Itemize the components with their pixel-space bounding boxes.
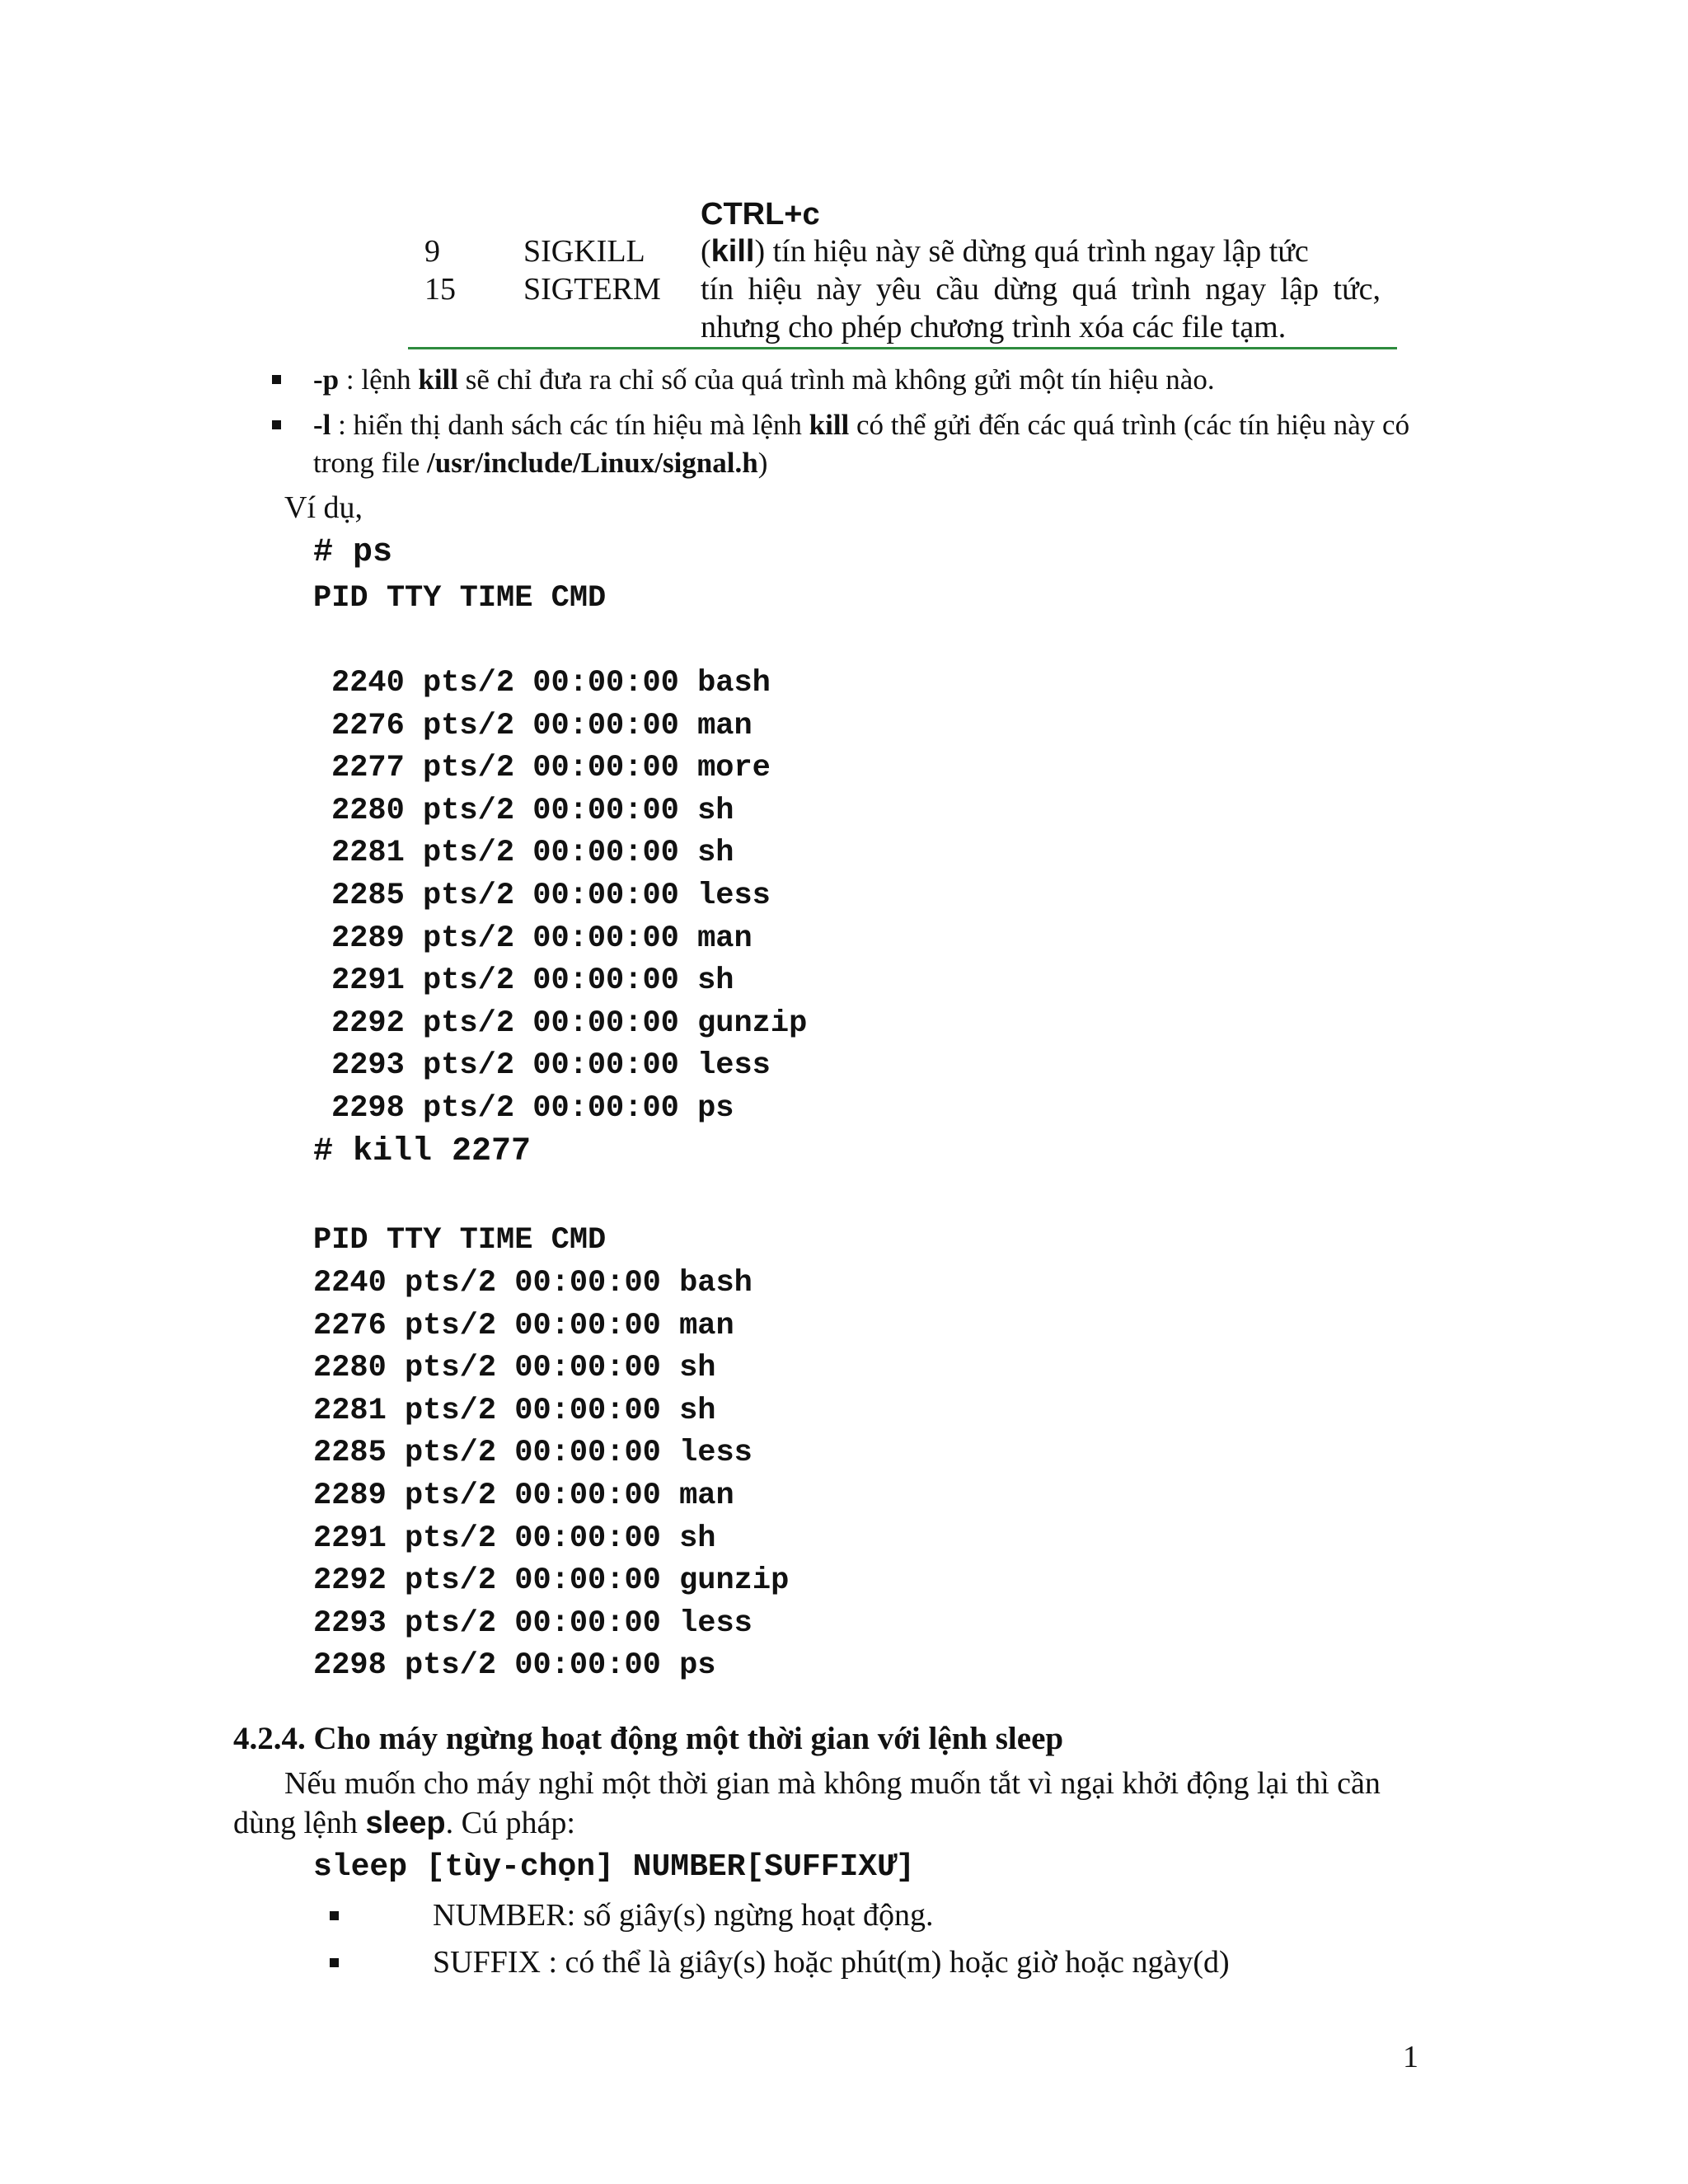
ps-header: PID TTY TIME CMD	[313, 1223, 607, 1258]
square-bullet-icon	[272, 406, 297, 444]
square-bullet-icon	[330, 1943, 339, 1982]
signal-description-cont: nhưng cho phép chương trình xóa các file tạm.	[701, 310, 1287, 344]
section-heading: 4.2.4. Cho máy ngừng hoạt động một thời gian với lệnh sleep	[233, 1721, 1064, 1756]
process-row: 2298 pts/2 00:00:00 ps	[331, 1091, 734, 1126]
process-row: 2289 pts/2 00:00:00 man	[331, 921, 753, 956]
signal-name: SIGTERM	[523, 272, 661, 307]
process-row: 2293 pts/2 00:00:00 less	[313, 1605, 753, 1641]
process-row: 2291 pts/2 00:00:00 sh	[331, 963, 734, 999]
process-row: 2292 pts/2 00:00:00 gunzip	[313, 1563, 790, 1599]
command-ps: # ps	[313, 534, 393, 571]
process-row: 2277 pts/2 00:00:00 more	[331, 751, 771, 786]
process-row: 2293 pts/2 00:00:00 less	[331, 1048, 771, 1084]
document-page: CTRL+c 9 SIGKILL (kill) tín hiệu này sẽ dừng quá trình ngay lập tức 15 SIGTERM tín hiệu này yêu cầu dừng quá trình ngay lập tức, nhưng cho phép chương trình xóa các file tạm. -p : lệnh kill sẽ chỉ đưa ra chỉ số của quá trình mà không gửi một tín hiệu nào. -l : hiển thị danh sách các tín hiệu mà lệnh kill có thể gửi đến các quá trình (các tín hiệu này có trong file /usr/include/Linux/signal.h) Ví dụ, # ps PID TTY TIME CMD 2240 pts/2 00:00:00 bash 2276 pts/2 00:00:00 man 2277 pts/2 00:00:00 more 2280 pts/2 00:00:00 sh 2281 pts/2 00:00:00 sh 2285 pts/2 00:00:00 less 2289 pts/2 00:00:00 man 2291 pts/2 00:00:00 sh 2292 pts/2 00:00:00 gunzip 2293 pts/2 00:00:00 less 2298 pts/2 00:00:00 ps # kill 2277 PID TTY TIME CMD 2240 pts/2 00:00:00 bash 2276 pts/2 00:00:00 man 2280 pts/2 00:00:00 sh 2281 pts/2 00:00:00 sh 2285 pts/2 00:00:00 less 2289 pts/2 00:00:00 man 2291 pts/2 00:00:00 sh 2292 pts/2 00:00:00 gunzip 2293 pts/2 00:00:00 less 2298 pts/2 00:00:00 ps 4.2.4. Cho máy ngừng hoạt động một thời gian với lệnh sleep Nếu muốn cho máy nghỉ một thời gian mà không muốn tắt vì ngại khởi động lại thì cần dùng lệnh sleep. Cú pháp: sleep [tùy-chọn] NUMBER[SUFFIXƯ] NUMBER: số giây(s) ngừng hoạt động. SUFFIX : có thể là giây(s) hoặc phút(m) hoặc giờ hoặc ngày(d) 1	[0, 0, 1688, 2184]
square-bullet-icon	[272, 361, 297, 399]
example-label: Ví dụ,	[284, 490, 363, 525]
process-row: 2285 pts/2 00:00:00 less	[313, 1436, 753, 1471]
signal-number: 9	[424, 234, 440, 269]
process-row: 2240 pts/2 00:00:00 bash	[313, 1266, 753, 1301]
signal-name: SIGKILL	[523, 234, 645, 269]
section-paragraph: Nếu muốn cho máy nghỉ một thời gian mà không muốn tắt vì ngại khởi động lại thì cần dùng lệnh sleep. Cú pháp:	[233, 1766, 1381, 1840]
process-row: 2285 pts/2 00:00:00 less	[331, 879, 771, 913]
process-row: 2280 pts/2 00:00:00 sh	[331, 793, 734, 828]
signal-description: (kill) tín hiệu này sẽ dừng quá trình ngay lập tức	[701, 234, 1309, 269]
square-bullet-icon	[330, 1896, 339, 1935]
process-row: 2276 pts/2 00:00:00 man	[331, 708, 753, 743]
command-kill: # kill 2277	[313, 1133, 532, 1170]
process-row: 2276 pts/2 00:00:00 man	[313, 1308, 734, 1343]
signal-number: 15	[424, 272, 456, 307]
process-row: 2289 pts/2 00:00:00 man	[313, 1479, 734, 1513]
signal-description: tín hiệu này yêu cầu dừng quá trình ngay lập tức,	[701, 272, 1381, 307]
ctrl-c-key: CTRL+c	[701, 197, 820, 232]
option-text: -p : lệnh kill sẽ chỉ đưa ra chỉ số của quá trình mà không gửi một tín hiệu nào.	[313, 363, 1215, 396]
process-row: 2281 pts/2 00:00:00 sh	[331, 836, 734, 871]
option-text: -l : hiển thị danh sách các tín hiệu mà lệnh kill có thể gửi đến các quá trình (các tín hiệu này có trong file /usr/include/Linux/signal.h)	[313, 409, 1410, 479]
process-row: 2280 pts/2 00:00:00 sh	[313, 1351, 716, 1386]
sleep-syntax: sleep [tùy-chọn] NUMBER[SUFFIXƯ]	[313, 1849, 915, 1885]
ps-header: PID TTY TIME CMD	[313, 581, 607, 616]
sleep-keyword: sleep	[365, 1806, 446, 1840]
process-row: 2240 pts/2 00:00:00 bash	[331, 666, 771, 701]
process-row: 2292 pts/2 00:00:00 gunzip	[331, 1005, 808, 1041]
page-number: 1	[1403, 2040, 1418, 2074]
table-bottom-rule	[408, 347, 1397, 349]
signal-h-path: /usr/include/Linux/signal.h	[427, 447, 758, 479]
process-row: 2281 pts/2 00:00:00 sh	[313, 1393, 716, 1428]
process-row: 2298 pts/2 00:00:00 ps	[313, 1648, 716, 1684]
kill-keyword: kill	[710, 234, 755, 269]
process-row: 2291 pts/2 00:00:00 sh	[313, 1521, 716, 1556]
